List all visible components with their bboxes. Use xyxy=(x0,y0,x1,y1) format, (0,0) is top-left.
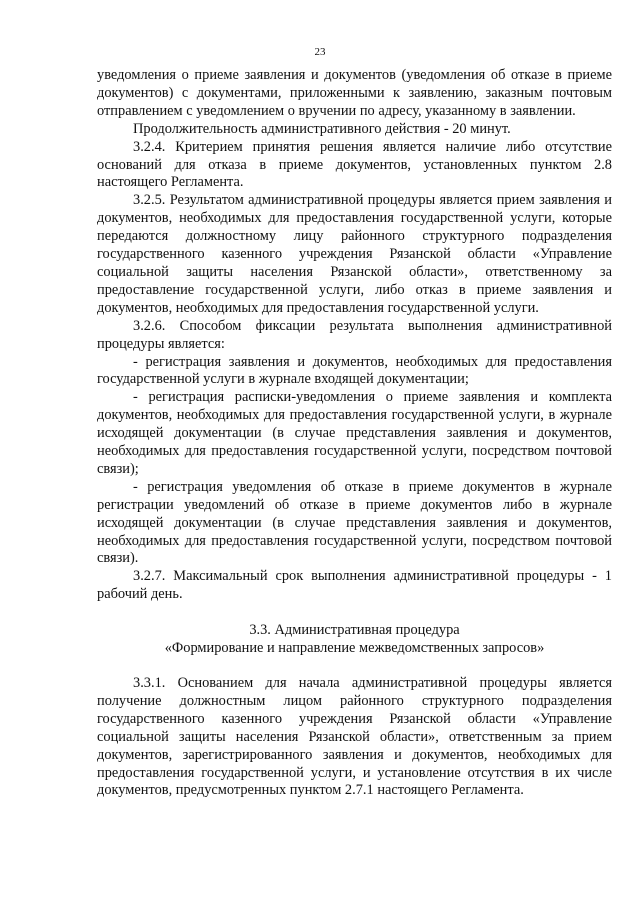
paragraph-3-2-5: 3.2.5. Результатом административной процедуры является прием заявления и документов, необходимых для предоставления государственной услуги, которые передаются должностному лицу районного структурного подразделения государственного казенного учреждения Рязанской области «Управление социальной защиты населения Рязанской области», ответственному за предоставление государственной услуги, либо отказ в приеме заявления и документов, необходимых для предоставления государственной услуги. xyxy=(97,192,612,316)
section-heading-subtitle: «Формирование и направление межведомственных запросов» xyxy=(164,640,545,657)
document-body xyxy=(97,67,612,800)
paragraph-duration: Продолжительность административного действия - 20 минут. xyxy=(133,120,511,137)
section-heading-3-3 xyxy=(97,622,612,658)
section-heading-title: 3.3. Административная процедура xyxy=(249,622,460,639)
list-item-registration-application: - регистрация заявления и документов, необходимых для предоставления государственной услуги в журнале входящей документации; xyxy=(97,353,612,388)
paragraph-continuation: уведомления о приеме заявления и документов (уведомления об отказе в приеме документов) с документами, приложенными к заявлению, заказным почтовым отправлением с уведомлением о вручении по адресу, указанному в заявлении. xyxy=(97,67,612,119)
paragraph-3-3-1: 3.3.1. Основанием для начала административной процедуры является получение должностным лицом районного структурного подразделения государственного казенного учреждения Рязанской области «Управление социальной защиты населения Рязанской области», ответственным за прием документов, зарегистрированного заявления и документов, необходимых для предоставления государственной услуги, и установление отсутствия в их числе документов, предусмотренных пунктом 2.7.1 настоящего Регламента. xyxy=(97,675,612,799)
paragraph-3-2-4: 3.2.4. Критерием принятия решения является наличие либо отсутствие оснований для отказа в приеме документов, установленных пунктом 2.8 настоящего Регламента. xyxy=(97,138,612,191)
list-item-registration-receipt: - регистрация расписки-уведомления о приеме заявления и комплекта документов, необходимых для предоставления государственной услуги, в журнале исходящей документации (в случае представления заявления и документов, необходимых для предоставления государственной услуги, посредством почтовой связи); xyxy=(97,389,612,477)
paragraph-3-2-7: 3.2.7. Максимальный срок выполнения административной процедуры - 1 рабочий день. xyxy=(97,568,612,603)
list-item-registration-refusal: - регистрация уведомления об отказе в приеме документов в журнале регистрации уведомлений об отказе в приеме документов либо в журнале исходящей документации (в случае представления заявления и документов, необходимых для предоставления государственной услуги, посредством почтовой связи). xyxy=(97,478,612,567)
page-number: 23 xyxy=(314,46,326,58)
paragraph-3-2-6: 3.2.6. Способом фиксации результата выполнения административной процедуры является: xyxy=(97,317,612,352)
